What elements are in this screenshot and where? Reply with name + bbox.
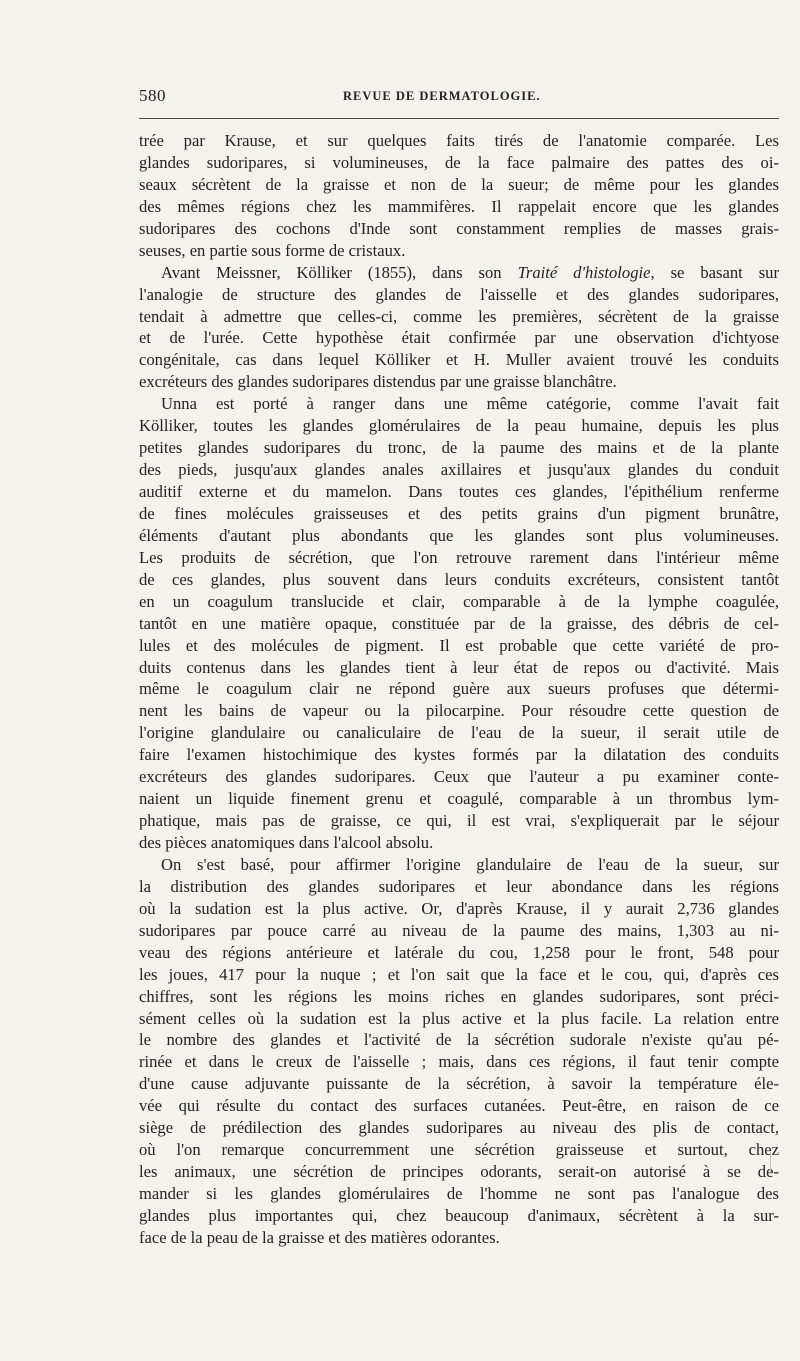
text-line: seaux sécrètent de la graisse et non de la sueur; de même pour les glandes	[139, 174, 779, 194]
text-line: trée par Krause, et sur quelques faits tirés de l'anatomie comparée. Les	[139, 131, 779, 150]
text-line: et de l'urée. Cette hypothèse était confirmée par une observation d'ichtyose	[139, 328, 779, 348]
text-line: Unna est porté à ranger dans une même catégorie, comme l'avait fait	[161, 394, 779, 414]
text-line: lules et des molécules de pigment. Il est probable que cette variété de pro-	[139, 635, 779, 655]
text-line: où la sudation est la plus active. Or, d'après Krause, il y aurait 2,736 glandes	[139, 898, 779, 918]
text-line: Les produits de sécrétion, que l'on retrouve rarement dans l'intérieur même	[139, 547, 779, 567]
text-line: même le coagulum clair ne répond guère aux sueurs profuses que détermi-	[139, 679, 779, 699]
text-line: sudoripares par pouce carré au niveau de la paume des mains, 1,303 au ni-	[139, 920, 779, 940]
header-rule	[139, 118, 779, 119]
text-line: d'une cause adjuvante puissante de la sécrétion, à savoir la température éle-	[139, 1074, 779, 1094]
text-line: des pièces anatomiques dans l'alcool absolu.	[139, 833, 434, 852]
text-line: éléments d'autant plus abondants que les glandes sont plus volumineuses.	[139, 525, 779, 545]
text-line: rinée et dans le creux de l'aisselle ; mais, dans ces régions, il faut tenir compte	[139, 1052, 779, 1072]
margin-mark	[770, 1152, 777, 1174]
text-line: de fines molécules graisseuses et des petits grains d'un pigment brunâtre,	[139, 503, 779, 523]
text-line: excréteurs des glandes sudoripares distendus par une graisse blanchâtre.	[139, 372, 617, 392]
text-line: petites glandes sudoripares du tronc, de la paume des mains et de la plante	[139, 438, 779, 458]
text-line: congénitale, cas dans lequel Kölliker et H. Muller avaient trouvé les conduits	[139, 350, 779, 370]
text-line: sudoripares des cochons d'Inde sont constamment remplies de masses grais-	[139, 218, 779, 238]
running-title: REVUE DE DERMATOLOGIE.	[343, 89, 541, 103]
text-line: glandes sudoripares, si volumineuses, de la face palmaire des pattes des oi-	[139, 152, 779, 172]
text-line: siège de prédilection des glandes sudoripares au niveau des plis de contact,	[139, 1118, 779, 1138]
page-header	[139, 86, 779, 108]
text-line: les joues, 417 pour la nuque ; et l'on sait que la face et le cou, qui, d'après ces	[139, 964, 779, 984]
text-line: phatique, mais pas de graisse, ce qui, il est vrai, s'expliquerait par le séjour	[139, 811, 779, 831]
text-line: en un coagulum translucide et clair, comparable à de la lymphe coagulée,	[139, 591, 779, 611]
body-text	[139, 130, 779, 1249]
text-line: l'origine glandulaire ou canaliculaire de l'eau de la sueur, il serait utile de	[139, 723, 779, 743]
text-line: mander si les glandes glomérulaires de l'homme ne sont pas l'analogue des	[139, 1184, 779, 1203]
text-line: On s'est basé, pour affirmer l'origine glandulaire de l'eau de la sueur, sur	[161, 854, 779, 874]
text-line: le nombre des glandes et l'activité de la sécrétion sudorale n'existe qu'au pé-	[139, 1030, 779, 1050]
text-line: auditif externe et du mamelon. Dans toutes ces glandes, l'épithélium renferme	[139, 482, 779, 501]
text-line: tendait à admettre que celles-ci, comme les premières, sécrètent de la graisse	[139, 306, 779, 326]
text-line: la distribution des glandes sudoripares et leur abondance dans les régions	[139, 876, 779, 896]
text-line: tantôt en une matière opaque, constituée par de la graisse, des débris de cel-	[139, 613, 779, 633]
text-line: face de la peau de la graisse et des matières odorantes.	[139, 1227, 500, 1247]
text-line: sément celles où la sudation est la plus active et la plus facile. La relation entre	[139, 1008, 779, 1028]
page-number: 580	[139, 86, 166, 105]
italic-title: Traité d'histologie	[517, 262, 651, 282]
text-line: excréteurs des glandes sudoripares. Ceux que l'auteur a pu examiner conte-	[139, 767, 779, 787]
text-line: l'analogie de structure des glandes de l'aisselle et des glandes sudoripares,	[139, 284, 779, 304]
text-line: faire l'examen histochimique des kystes formés par la dilatation des conduits	[139, 745, 779, 765]
text-line: vée qui résulte du contact des surfaces cutanées. Peut-être, en raison de ce	[139, 1096, 779, 1116]
text-line: veau des régions antérieure et latérale du cou, 1,258 pour le front, 548 pour	[139, 942, 779, 962]
text-line: où l'on remarque concurremment une sécrétion graisseuse et surtout, chez	[139, 1140, 779, 1160]
text-line: Kölliker, toutes les glandes glomérulaires de la peau humaine, depuis les plus	[139, 416, 779, 436]
text-line: duits contenus dans les glandes tient à leur état de repos ou d'activité. Mais	[139, 657, 779, 677]
text-line: Avant Meissner, Kölliker (1855), dans son Traité d'histologie, se basant sur	[161, 262, 780, 282]
text-line: seuses, en partie sous forme de cristaux.	[139, 240, 406, 260]
text-line: naient un liquide finement grenu et coagulé, comparable à un thrombus lym-	[139, 789, 779, 809]
text-line: de ces glandes, plus souvent dans leurs conduits excréteurs, consistent tantôt	[139, 569, 779, 589]
text-line: nent les bains de vapeur ou la pilocarpine. Pour résoudre cette question de	[139, 701, 779, 721]
text-line: glandes plus importantes qui, chez beaucoup d'animaux, sécrètent à la sur-	[139, 1205, 779, 1225]
text-line: les animaux, une sécrétion de principes odorants, serait-on autorisé à se de-	[139, 1162, 779, 1182]
text-line: des mêmes régions chez les mammifères. Il rappelait encore que les glandes	[139, 196, 779, 216]
text-line: chiffres, sont les régions les moins riches en glandes sudoripares, sont préci-	[139, 986, 779, 1006]
text-line: des pieds, jusqu'aux glandes anales axillaires et jusqu'aux glandes du conduit	[139, 460, 779, 480]
